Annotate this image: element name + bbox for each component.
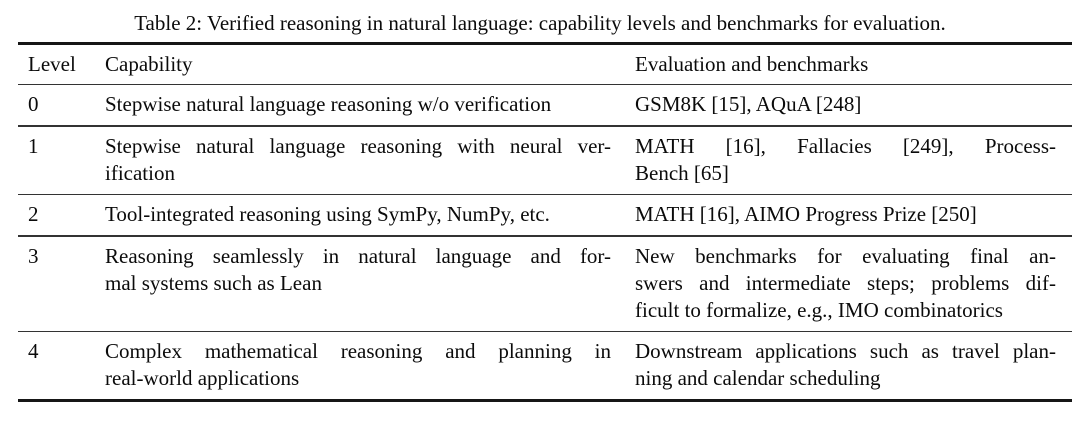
level-cell: 0 [28,92,39,116]
capability-cell: Stepwise natural language reasoning with neural ver- ification [105,133,611,185]
column-header-evaluation: Evaluation and benchmarks [635,51,869,76]
level-cell: 3 [28,243,39,268]
table-caption: Table 2: Verified reasoning in natural language: capability levels and benchmarks for evaluation. [134,11,946,35]
table-row-level-3 [18,237,1072,331]
level-cell: 4 [28,339,39,363]
level-cell: 2 [28,202,39,226]
table-row-level-1 [18,127,1072,194]
evaluation-cell: Downstream applications such as travel plan- ning and calendar scheduling [635,339,1056,390]
evaluation-cell: GSM8K [15], AQuA [248] [635,92,862,116]
column-header-capability: Capability [105,51,193,76]
level-cell: 1 [28,133,39,158]
evaluation-cell: MATH [16], AIMO Progress Prize [250] [635,202,977,226]
table-row-level-4 [18,332,1072,399]
table-header-row [18,45,1072,84]
capability-cell: Stepwise natural language reasoning w/o verification [105,92,552,116]
table-row-level-2 [18,195,1072,235]
table-bottom-rule [18,399,1072,402]
evaluation-cell: MATH [16], Fallacies [249], Process- Bench [65] [635,133,1056,185]
capability-cell: Reasoning seamlessly in natural language and for- mal systems such as Lean [105,243,611,295]
evaluation-cell: New benchmarks for evaluating final an- swers and intermediate steps; problems dif- ficult to formalize, e.g., IMO combinatorics [635,243,1056,322]
table-row-level-0 [18,85,1072,125]
capability-cell: Complex mathematical reasoning and planning in real-world applications [105,339,611,390]
column-header-level: Level [28,51,76,76]
capability-cell: Tool-integrated reasoning using SymPy, NumPy, etc. [105,202,550,226]
capability-benchmarks-table [18,42,1072,402]
